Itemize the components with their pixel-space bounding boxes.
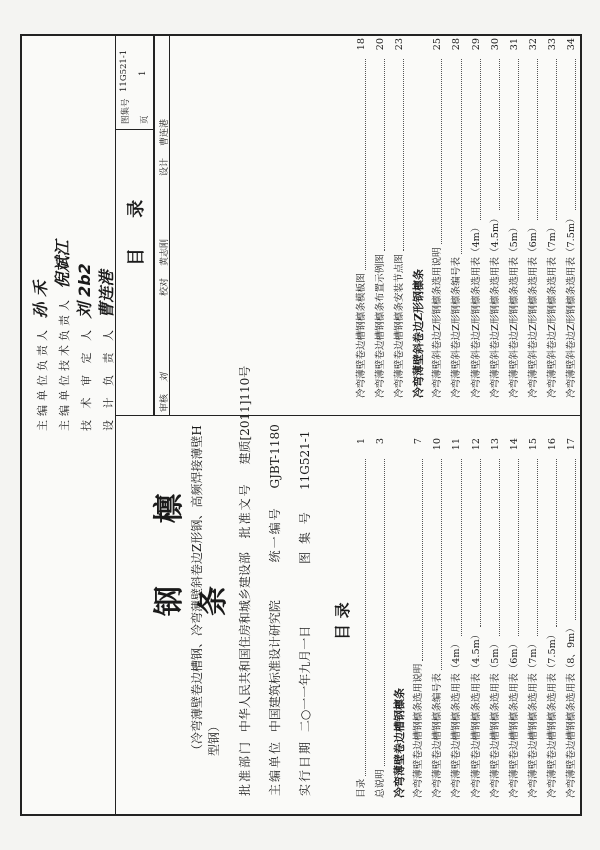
toc-item[interactable]: 冷弯薄壁卷边槽钢檩条安装节点图 23 — [394, 38, 406, 398]
toc-item[interactable]: 目录 1 — [356, 438, 367, 798]
atlas-no-label: 图集号 — [121, 98, 131, 124]
approval-row: 批准部门 中华人民共和国住房和城乡建设部 批准文号 建质[2011]110号 — [238, 365, 252, 796]
toc-item[interactable]: 冷弯薄壁卷边槽钢檩条选用表（5m） 13 — [489, 438, 501, 798]
toc-heading: 目 录 — [333, 602, 352, 640]
editor-row: 主编单位 中国建筑标准设计研究院 统一编号 GJBT-1180 — [268, 424, 282, 796]
toc-item[interactable]: 冷弯薄壁卷边槽钢檩条选用表（7.5m） 16 — [546, 438, 558, 798]
approval-dept: 中华人民共和国住房和城乡建设部 — [238, 552, 252, 733]
toc-item[interactable]: 冷弯薄壁斜卷边Z形钢檩条选用表（7.5m） 34 — [566, 38, 578, 398]
atlas-no: 11G521-1 — [298, 430, 312, 491]
toc-item[interactable]: 冷弯薄壁斜卷边Z形钢檩条选用表（4.5m） 30 — [489, 38, 501, 398]
toc-item[interactable]: 冷弯薄壁卷边槽钢檩条编号表 10 — [432, 438, 444, 798]
signature: 刘 2b2 — [75, 263, 94, 319]
signature: 孙 禾 — [31, 280, 50, 319]
title-block — [116, 34, 154, 416]
responsibility-strip — [20, 34, 116, 816]
toc-item[interactable]: 冷弯薄壁斜卷边Z形钢檩条选用说明 25 — [432, 38, 444, 398]
page-number: 1 — [138, 70, 148, 76]
toc-item[interactable]: 总说明 3 — [375, 438, 387, 798]
toc-item[interactable]: 冷弯薄壁斜卷边Z形钢檩条选用表（7m） 33 — [546, 38, 558, 398]
unified-no: GJBT-1180 — [268, 424, 282, 489]
rotated-sheet — [20, 34, 582, 816]
responsible-row — [72, 263, 95, 431]
toc-item[interactable]: 冷弯薄壁卷边槽钢檩条布置示例图 20 — [375, 38, 387, 398]
toc-item[interactable]: 冷弯薄壁卷边槽钢檩条模板图 18 — [356, 38, 367, 398]
responsible-role: 主编单位负责人 — [36, 326, 49, 431]
toc-item[interactable]: 冷弯薄壁卷边槽钢檩条选用表（4m） 11 — [451, 438, 463, 798]
atlas-no: 11G521-1 — [119, 49, 129, 92]
title-block-signoff: 审核 刘 校对 黄志刚 设计 曹连港 — [154, 34, 170, 416]
toc-list-right — [352, 38, 581, 398]
responsible-persons — [20, 51, 116, 431]
title-block-name: 目 录 — [126, 187, 147, 266]
checker-name: 黄志刚 — [160, 238, 170, 266]
signature: 曹连港 — [97, 270, 116, 319]
toc-item[interactable]: 冷弯薄壁卷边槽钢檩条选用表（7m） 15 — [527, 438, 539, 798]
toc-item[interactable]: 冷弯薄壁卷边槽钢檩条选用说明 7 — [413, 438, 425, 798]
toc-section: 冷弯薄壁卷边槽钢檩条 — [393, 688, 407, 798]
page-subtitle: （冷弯薄壁卷边槽钢、冷弯薄壁斜卷边Z形钢、高频焊接薄壁H型钢） — [190, 425, 221, 756]
toc-item[interactable]: 冷弯薄壁斜卷边Z形钢檩条选用表（4m） 29 — [470, 38, 482, 398]
toc-item[interactable]: 冷弯薄壁斜卷边Z形钢檩条选用表（5m） 31 — [508, 38, 520, 398]
page-label: 页 — [140, 115, 150, 124]
responsible-row — [94, 270, 117, 431]
toc-item[interactable]: 冷弯薄壁卷边槽钢檩条选用表（8、9m） 17 — [566, 438, 578, 798]
date-row: 实行日期 二○一一年九月一日 图 集 号 11G521-1 — [298, 430, 312, 796]
toc-item[interactable]: 冷弯薄壁斜卷边Z形钢檩条选用表（6m） 32 — [527, 38, 539, 398]
cover-section — [116, 365, 582, 816]
toc-item[interactable]: 冷弯薄壁卷边槽钢檩条选用表（4.5m） 12 — [470, 438, 482, 798]
page-title: 钢 檩 条 — [152, 467, 231, 616]
designer-name: 曹连港 — [160, 118, 170, 146]
toc-item[interactable]: 冷弯薄壁斜卷边Z形钢檩条编号表 28 — [451, 38, 463, 398]
toc-list-left — [352, 438, 581, 798]
responsible-role: 主编单位技术负责人 — [58, 296, 71, 431]
editor-unit: 中国建筑标准设计研究院 — [268, 600, 282, 733]
responsible-row — [28, 281, 51, 431]
responsible-row — [50, 240, 73, 431]
approval-doc: 建质[2011]110号 — [238, 365, 252, 465]
responsible-role: 技 术 审 定 人 — [80, 326, 93, 431]
toc-section: 冷弯薄壁斜卷边Z形钢檩条 — [412, 268, 426, 398]
toc-section-right — [116, 34, 582, 416]
toc-item[interactable]: 冷弯薄壁卷边槽钢檩条选用表（6m） 14 — [508, 438, 520, 798]
reviewer-name: 刘 — [160, 372, 170, 382]
impl-date: 二○一一年九月一日 — [298, 625, 312, 733]
responsible-role: 设 计 负 责 人 — [102, 326, 115, 431]
signature: 倪斌江 — [53, 240, 72, 289]
